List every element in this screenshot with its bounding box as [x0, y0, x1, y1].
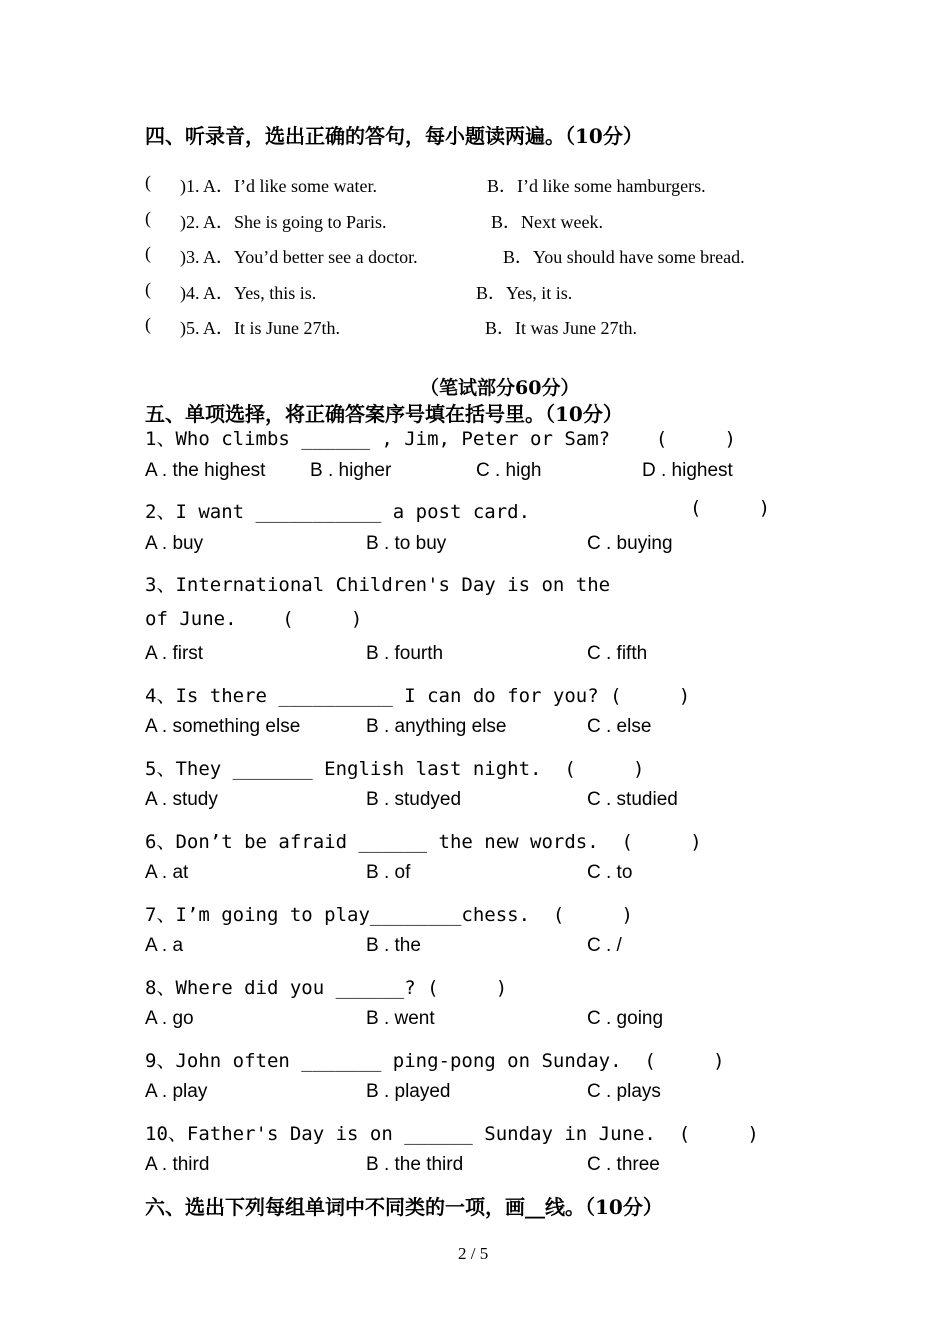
q7-option-c: C . /	[587, 935, 622, 956]
q7-option-a: A . a	[145, 935, 184, 956]
q9-option-b: B . played	[366, 1081, 451, 1102]
q3-option-c: C . fifth	[587, 643, 648, 664]
listen-item-4-paren: (	[145, 279, 151, 299]
q5-option-b: B . studyed	[366, 789, 462, 810]
section4-title: 四、听录音，选出正确的答句，每小题读两遍。（10分）	[145, 124, 643, 148]
q2-option-b: B . to buy	[366, 533, 447, 554]
question-7: 7、I’m going to play________chess. ( )	[145, 904, 633, 926]
question-9: 9、John often _______ ping-pong on Sunday. ( )	[145, 1050, 725, 1072]
listen-item-2-b: B．Next week.	[491, 212, 603, 232]
q1-option-c: C . high	[476, 460, 542, 481]
question-6: 6、Don’t be afraid ______ the new words. ( )	[145, 831, 702, 853]
listen-item-2-a: )2. A．She is going to Paris.	[180, 212, 387, 232]
q2-option-a: A . buy	[145, 533, 204, 554]
q7-option-b: B . the	[366, 935, 421, 956]
q9-option-a: A . play	[145, 1081, 208, 1102]
listen-item-1-a: )1. A．I’d like some water.	[180, 176, 377, 196]
q8-option-a: A . go	[145, 1008, 194, 1029]
q2-option-c: C . buying	[587, 533, 673, 554]
listen-item-4-a: )4. A．Yes, this is.	[180, 283, 317, 303]
question-1: 1、Who climbs ______ , Jim, Peter or Sam? ( )	[145, 428, 736, 450]
q6-option-c: C . to	[587, 862, 633, 883]
q4-option-c: C . else	[587, 716, 652, 737]
question-3-line1: 3、International Children's Day is on the	[145, 574, 611, 596]
q5-option-a: A . study	[145, 789, 218, 810]
section5-title: 五、单项选择，将正确答案序号填在括号里。（10分）	[145, 402, 623, 426]
listen-item-3-a: )3. A．You’d better see a doctor.	[180, 247, 418, 267]
listen-item-1-paren: (	[145, 172, 151, 192]
listen-item-3-paren: (	[145, 243, 151, 263]
question-2: 2、I want ___________ a post card.	[145, 501, 531, 523]
question-3-line2: of June. ( )	[145, 608, 363, 630]
q1-option-a: A . the highest	[145, 460, 266, 481]
question-5: 5、They _______ English last night. ( )	[145, 758, 645, 780]
q10-option-a: A . third	[145, 1154, 210, 1175]
question-8: 8、Where did you ______? ( )	[145, 977, 508, 999]
q9-option-c: C . plays	[587, 1081, 661, 1102]
q4-option-b: B . anything else	[366, 716, 507, 737]
written-part-heading: （笔试部分60分）	[420, 377, 580, 399]
listen-item-5-a: )5. A．It is June 27th.	[180, 318, 340, 338]
q3-option-b: B . fourth	[366, 643, 444, 664]
listen-item-4-b: B．Yes, it is.	[476, 283, 573, 303]
q6-option-b: B . of	[366, 862, 411, 883]
listen-item-5-b: B．It was June 27th.	[485, 318, 637, 338]
question-4: 4、Is there __________ I can do for you? ( )	[145, 685, 691, 707]
question-10: 10、Father's Day is on ______ Sunday in June. ( )	[145, 1123, 759, 1145]
listen-item-3-b: B．You should have some bread.	[503, 247, 745, 267]
q5-option-c: C . studied	[587, 789, 678, 810]
q1-option-d: D . highest	[642, 460, 733, 481]
q8-option-c: C . going	[587, 1008, 664, 1029]
q1-option-b: B . higher	[310, 460, 392, 481]
listen-item-5-paren: (	[145, 314, 151, 334]
q8-option-b: B . went	[366, 1008, 435, 1029]
q3-option-a: A . first	[145, 643, 204, 664]
section6-title: 六、选出下列每组单词中不同类的一项，画__线。（10分）	[145, 1195, 663, 1219]
listen-item-1-b: B．I’d like some hamburgers.	[487, 176, 706, 196]
page-number: 2 / 5	[458, 1244, 489, 1263]
q6-option-a: A . at	[145, 862, 189, 883]
q10-option-c: C . three	[587, 1154, 660, 1175]
q10-option-b: B . the third	[366, 1154, 464, 1175]
question-2-paren: ( )	[690, 497, 771, 519]
q4-option-a: A . something else	[145, 716, 301, 737]
listen-item-2-paren: (	[145, 208, 151, 228]
